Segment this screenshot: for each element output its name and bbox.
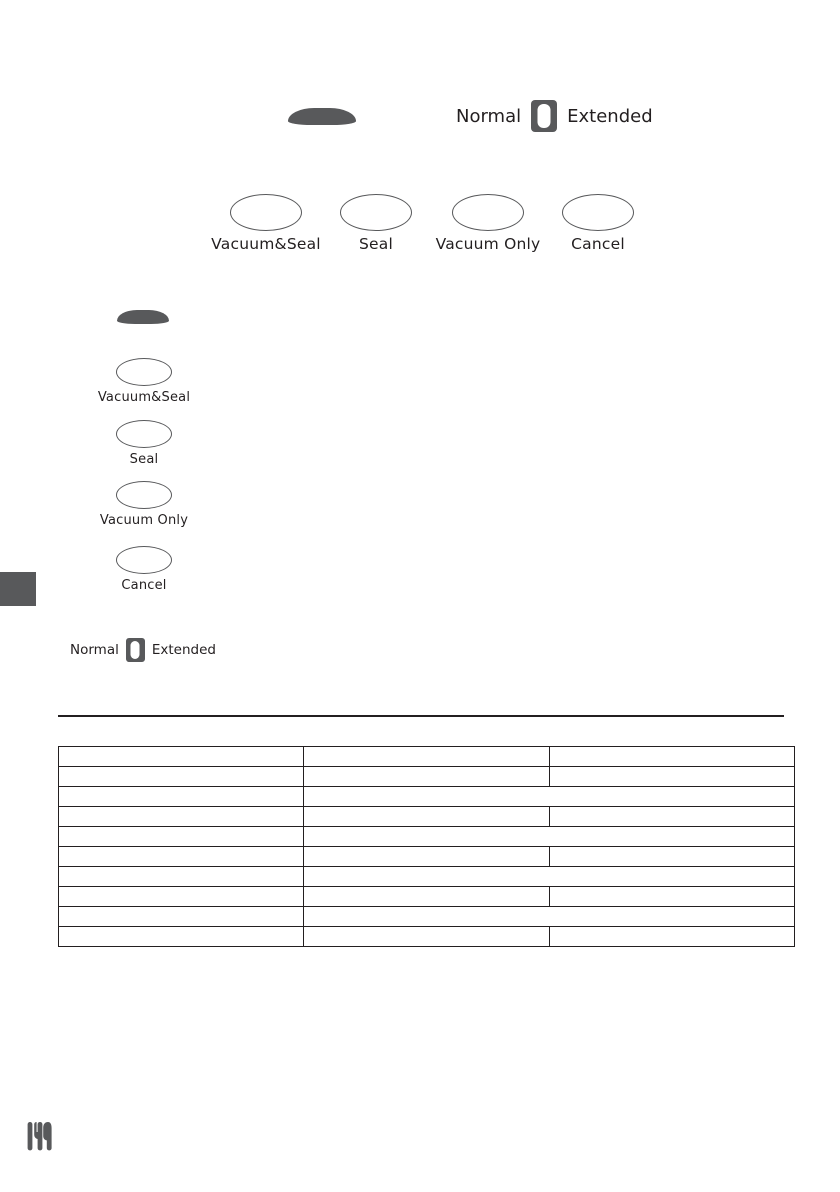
table-cell (59, 867, 304, 887)
button-oval[interactable] (116, 481, 172, 509)
table-cell (304, 747, 550, 767)
mode-toggle-top-switch[interactable] (531, 100, 557, 132)
section-divider (58, 715, 784, 717)
lid-dome-icon (288, 108, 356, 125)
button-oval[interactable] (116, 546, 172, 574)
table-cell (304, 887, 550, 907)
button-label: Vacuum Only (435, 235, 541, 253)
table-cell (304, 807, 550, 827)
table-cell (59, 927, 304, 947)
button-seal-top[interactable] (330, 194, 422, 253)
button-vacuum-and-seal-side[interactable] (96, 358, 192, 405)
table-cell (59, 787, 304, 807)
mode-toggle-side-label-extended: Extended (151, 642, 216, 658)
table-row (59, 807, 795, 827)
table-row (59, 847, 795, 867)
lid-dome-small-icon (117, 310, 169, 324)
button-vacuum-only-side[interactable] (96, 481, 192, 528)
button-oval[interactable] (116, 358, 172, 386)
table-cell (550, 747, 795, 767)
mode-toggle-top-knob (538, 104, 551, 128)
spec-table (58, 746, 795, 947)
table-cell (550, 767, 795, 787)
button-label: Cancel (571, 235, 625, 253)
button-oval[interactable] (452, 194, 524, 231)
table-cell-merged (304, 907, 795, 927)
button-label: Seal (129, 452, 159, 467)
table-cell-merged (304, 787, 795, 807)
table-cell (550, 887, 795, 907)
table-cell (59, 767, 304, 787)
table-cell (59, 747, 304, 767)
mode-toggle-top[interactable] (456, 100, 653, 132)
table-cell (59, 887, 304, 907)
button-label: Cancel (121, 578, 167, 593)
button-cancel-side[interactable] (96, 546, 192, 593)
table-cell (59, 807, 304, 827)
table-cell (550, 927, 795, 947)
button-oval[interactable] (562, 194, 634, 231)
table-row (59, 887, 795, 907)
button-oval[interactable] (116, 420, 172, 448)
mode-toggle-top-label-extended: Extended (567, 105, 653, 127)
table-cell-merged (304, 827, 795, 847)
table-row (59, 867, 795, 887)
mode-toggle-top-label-normal: Normal (456, 105, 522, 127)
mode-toggle-side-label-normal: Normal (70, 642, 119, 658)
mode-toggle-side-knob (131, 641, 140, 659)
button-seal-side[interactable] (96, 420, 192, 467)
mode-toggle-side[interactable] (70, 638, 216, 662)
mode-toggle-side-switch[interactable] (126, 638, 145, 662)
button-label: Vacuum&Seal (97, 390, 191, 405)
table-cell (304, 927, 550, 947)
table-cell (304, 847, 550, 867)
button-oval[interactable] (340, 194, 412, 231)
table-row (59, 767, 795, 787)
table-cell (59, 827, 304, 847)
button-label: Vacuum Only (99, 513, 189, 528)
button-vacuum-only-top[interactable] (426, 194, 550, 253)
table-cell (550, 807, 795, 827)
table-cell (59, 847, 304, 867)
button-cancel-top[interactable] (551, 194, 645, 253)
page-edge-tab (0, 572, 36, 606)
table-row (59, 747, 795, 767)
table-cell (550, 847, 795, 867)
brand-logo-icon (24, 1118, 60, 1154)
table-cell (59, 907, 304, 927)
table-cell-merged (304, 867, 795, 887)
table-row (59, 927, 795, 947)
button-oval[interactable] (230, 194, 302, 231)
table-cell (304, 767, 550, 787)
table-row (59, 827, 795, 847)
button-vacuum-and-seal-top[interactable] (204, 194, 328, 253)
table-row (59, 907, 795, 927)
button-label: Seal (359, 235, 393, 253)
button-label: Vacuum&Seal (211, 235, 321, 253)
table-row (59, 787, 795, 807)
